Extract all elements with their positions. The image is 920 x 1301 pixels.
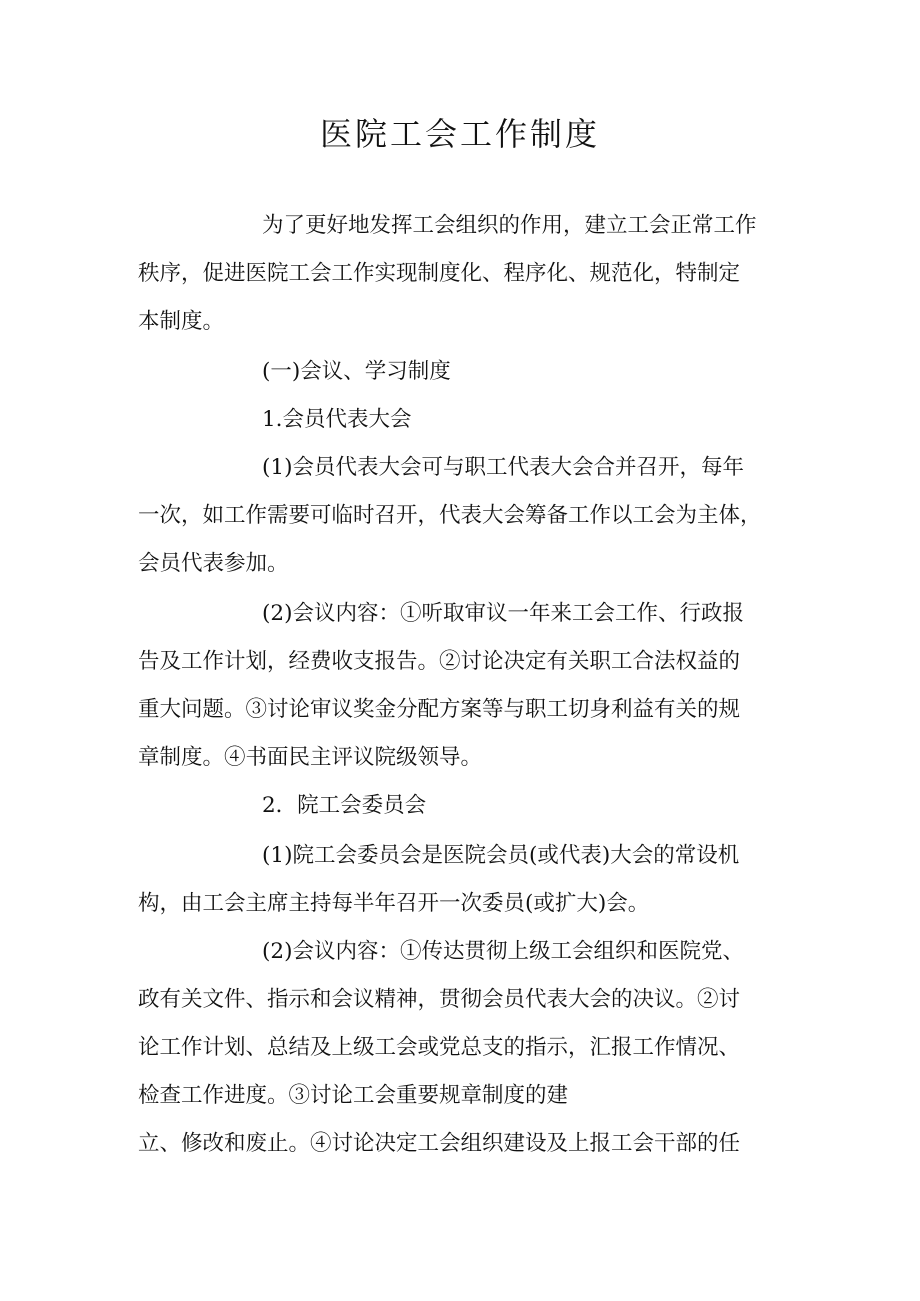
paragraph-line: 检查工作进度。③讨论工会重要规章制度的建 bbox=[138, 1083, 569, 1108]
subsection-heading: 2．院工会委员会 bbox=[262, 793, 427, 818]
paragraph-line: 重大问题。③讨论审议奖金分配方案等与职工切身利益有关的规 bbox=[138, 697, 741, 722]
paragraph-line: 会员代表参加。 bbox=[138, 551, 289, 576]
paragraph-line: (2)会议内容：①听取审议一年来工会工作、行政报 bbox=[262, 601, 744, 626]
paragraph-line: (1)院工会委员会是医院会员(或代表)大会的常设机 bbox=[262, 843, 740, 868]
paragraph-line: (2)会议内容：①传达贯彻上级工会组织和医院党、 bbox=[262, 939, 744, 964]
paragraph-line: 政有关文件、指示和会议精神，贯彻会员代表大会的决议。②讨 bbox=[138, 987, 741, 1012]
paragraph-line: 立、修改和废止。④讨论决定工会组织建设及上报工会干部的任 bbox=[138, 1131, 741, 1156]
subsection-heading: 1.会员代表大会 bbox=[262, 407, 412, 432]
paragraph-line: 本制度。 bbox=[138, 309, 225, 334]
document-title: 医院工会工作制度 bbox=[319, 115, 600, 153]
section-heading: (一)会议、学习制度 bbox=[262, 359, 451, 384]
paragraph-line: 告及工作计划，经费收支报告。②讨论决定有关职工合法权益的 bbox=[138, 649, 741, 674]
paragraph-line: 秩序，促进医院工会工作实现制度化、程序化、规范化，特制定 bbox=[138, 261, 741, 286]
paragraph-line: 论工作计划、总结及上级工会或党总支的指示，汇报工作情况、 bbox=[138, 1035, 741, 1060]
paragraph-line: 章制度。④书面民主评议院级领导。 bbox=[138, 745, 483, 770]
paragraph-line: 构，由工会主席主持每半年召开一次委员(或扩大)会。 bbox=[138, 891, 650, 916]
paragraph-line: 为了更好地发挥工会组织的作用，建立工会正常工作 bbox=[262, 213, 757, 238]
paragraph-line: (1)会员代表大会可与职工代表大会合并召开，每年 bbox=[262, 455, 744, 480]
paragraph-line: 一次，如工作需要可临时召开，代表大会筹备工作以工会为主体， bbox=[138, 503, 762, 528]
